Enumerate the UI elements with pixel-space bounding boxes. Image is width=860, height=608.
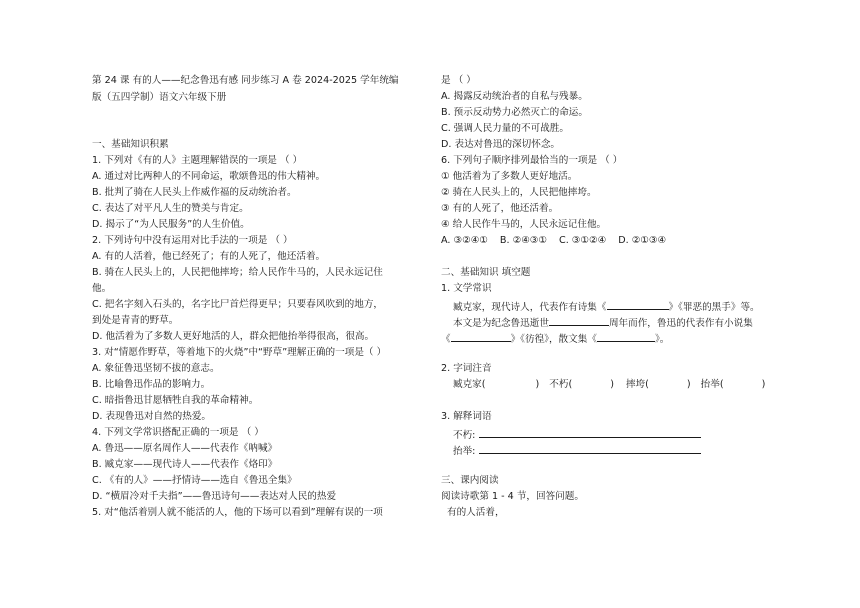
worksheet-title-line1: 第 24 课 有的人——纪念鲁迅有感 同步练习 A 卷 2024-2025 学年统编	[92, 75, 399, 86]
question-6-option-b: B. ②④③①	[499, 235, 547, 246]
question-6-stem: 6. 下列句子顺序排列最恰当的一项是 （ ）	[441, 155, 623, 166]
section-heading-fill-blank: 二、基础知识 填空题	[441, 267, 531, 278]
pinyin-word-1: 臧克家(	[453, 379, 486, 390]
define-word-1: 不朽:	[453, 430, 476, 441]
question-5-option-a: A. 揭露反动统治者的自私与残暴。	[441, 91, 588, 102]
question-1-option-a: A. 通过对比两种人的不同命运，歌颂鲁迅的伟大精神。	[92, 171, 326, 182]
question-5-stem: 5. 对“他活着别人就不能活的人，他的下场可以看到”理解有误的一项	[92, 507, 383, 518]
question-3-option-d: D. 表现鲁迅对自然的热爱。	[92, 411, 212, 422]
question-1-stem: 1. 下列对《有的人》主题理解错误的一项是 （ ）	[92, 155, 303, 166]
knowledge-1-line1: 臧克家，现代诗人，代表作有诗集《 》《罪恶的黑手》等。	[453, 299, 760, 314]
section-heading-reading: 三、课内阅读	[441, 475, 499, 486]
question-2-option-b-line1: B. 骑在人民头上的，人民把他摔垮；给人民作牛马的，人民永远记住	[92, 267, 383, 278]
question-6-sentence-3: ③ 有的人死了，他还活着。	[441, 203, 559, 214]
question-6-option-a: A. ③②④①	[441, 235, 488, 246]
question-3-option-c: C. 暗指鲁迅甘愿牺牲自我的革命精神。	[92, 395, 259, 406]
worksheet-title-line2: 版（五四学制）语文六年级下册	[92, 92, 227, 103]
section-heading-basic-knowledge: 一、基础知识积累	[92, 139, 169, 150]
question-4-option-d: D. “横眉冷对千夫指”——鲁迅诗句——表达对人民的热爱	[92, 491, 337, 502]
question-4-option-c: C. 《有的人》——抒情诗——选自《鲁迅全集》	[92, 475, 297, 486]
knowledge-1-line3: 《 》《彷徨》，散文集《 》。	[441, 331, 669, 346]
question-2-stem: 2. 下列诗句中没有运用对比手法的一项是 （ ）	[92, 235, 293, 246]
question-5-option-b: B. 预示反动势力必然灭亡的命运。	[441, 107, 588, 118]
question-6-option-c: C. ③①②④	[559, 235, 607, 246]
blank-poetry-collection[interactable]	[607, 299, 669, 310]
question-4-option-b: B. 臧克家——现代诗人——代表作《烙印》	[92, 459, 278, 470]
question-6-sentence-2: ② 骑在人民头上的，人民把他摔垮。	[441, 187, 597, 198]
reading-instruction: 阅读诗歌第 1 - 4 节，回答问题。	[441, 491, 584, 502]
knowledge-3-row-1	[453, 427, 701, 442]
question-2-option-d: D. 他活着为了多数人更好地活的人，群众把他抬举得很高，很高。	[92, 331, 375, 342]
pinyin-word-4: 抬举(	[700, 379, 724, 390]
knowledge-2-title: 2. 字词注音	[441, 363, 492, 374]
pinyin-word-3: 摔垮(	[625, 379, 649, 390]
knowledge-2-pinyin-row: 臧克家( ) 不朽( ) 摔垮( ) 抬举( )	[453, 379, 766, 390]
question-3-stem: 3. 对“情愿作野草，等着地下的火烧”中“野草”理解正确的一项是（ ）	[92, 347, 387, 358]
question-2-option-c-line2: 到处是青青的野草。	[92, 315, 179, 326]
knowledge-3-row-2	[453, 443, 701, 458]
question-3-option-b: B. 比喻鲁迅作品的影响力。	[92, 379, 211, 390]
define-answer-1[interactable]	[479, 427, 701, 438]
pinyin-word-2: 不朽(	[549, 379, 573, 390]
knowledge-1-title: 1. 文学常识	[441, 283, 492, 294]
question-2-option-b-line2: 他。	[92, 283, 112, 294]
question-1-option-d: D. 揭示了“为人民服务”的人生价值。	[92, 219, 250, 230]
question-1-option-c: C. 表达了对平凡人生的赞美与肯定。	[92, 203, 249, 214]
question-6-options	[441, 235, 666, 247]
question-5-option-c: C. 强调人民力量的不可战胜。	[441, 123, 569, 134]
question-6-option-d: D. ②①③④	[618, 235, 667, 246]
knowledge-1-line2: 本文是为纪念鲁迅逝世 周年而作，鲁迅的代表作有小说集	[453, 315, 753, 330]
question-3-option-a: A. 象征鲁迅坚韧不拔的意志。	[92, 363, 220, 374]
question-2-option-c-line1: C. 把名字刻入石头的，名字比尸首烂得更早；只要春风吹到的地方，	[92, 299, 384, 310]
question-5-stem-continued: 是 （ ）	[441, 75, 476, 86]
define-word-2: 抬举:	[453, 446, 476, 457]
question-4-stem: 4. 下列文学常识搭配正确的一项是 （ ）	[92, 427, 264, 438]
question-5-option-d: D. 表达对鲁迅的深切怀念。	[441, 139, 561, 150]
blank-novel-collection[interactable]	[451, 331, 511, 342]
question-2-option-a: A. 有的人活着，他已经死了；有的人死了，他还活着。	[92, 251, 326, 262]
blank-anniversary-years[interactable]	[549, 315, 609, 326]
question-4-option-a: A. 鲁迅——原名周作人——代表作《呐喊》	[92, 443, 278, 454]
blank-essay-collection[interactable]	[597, 331, 655, 342]
question-1-option-b: B. 批判了骑在人民头上作威作福的反动统治者。	[92, 187, 297, 198]
question-6-sentence-1: ① 他活着为了多数人更好地活。	[441, 171, 578, 182]
poem-line-1: 有的人活着，	[447, 507, 505, 518]
question-6-sentence-4: ④ 给人民作牛马的，人民永远记住他。	[441, 219, 607, 230]
knowledge-3-title: 3. 解释词语	[441, 411, 492, 422]
define-answer-2[interactable]	[479, 443, 701, 454]
